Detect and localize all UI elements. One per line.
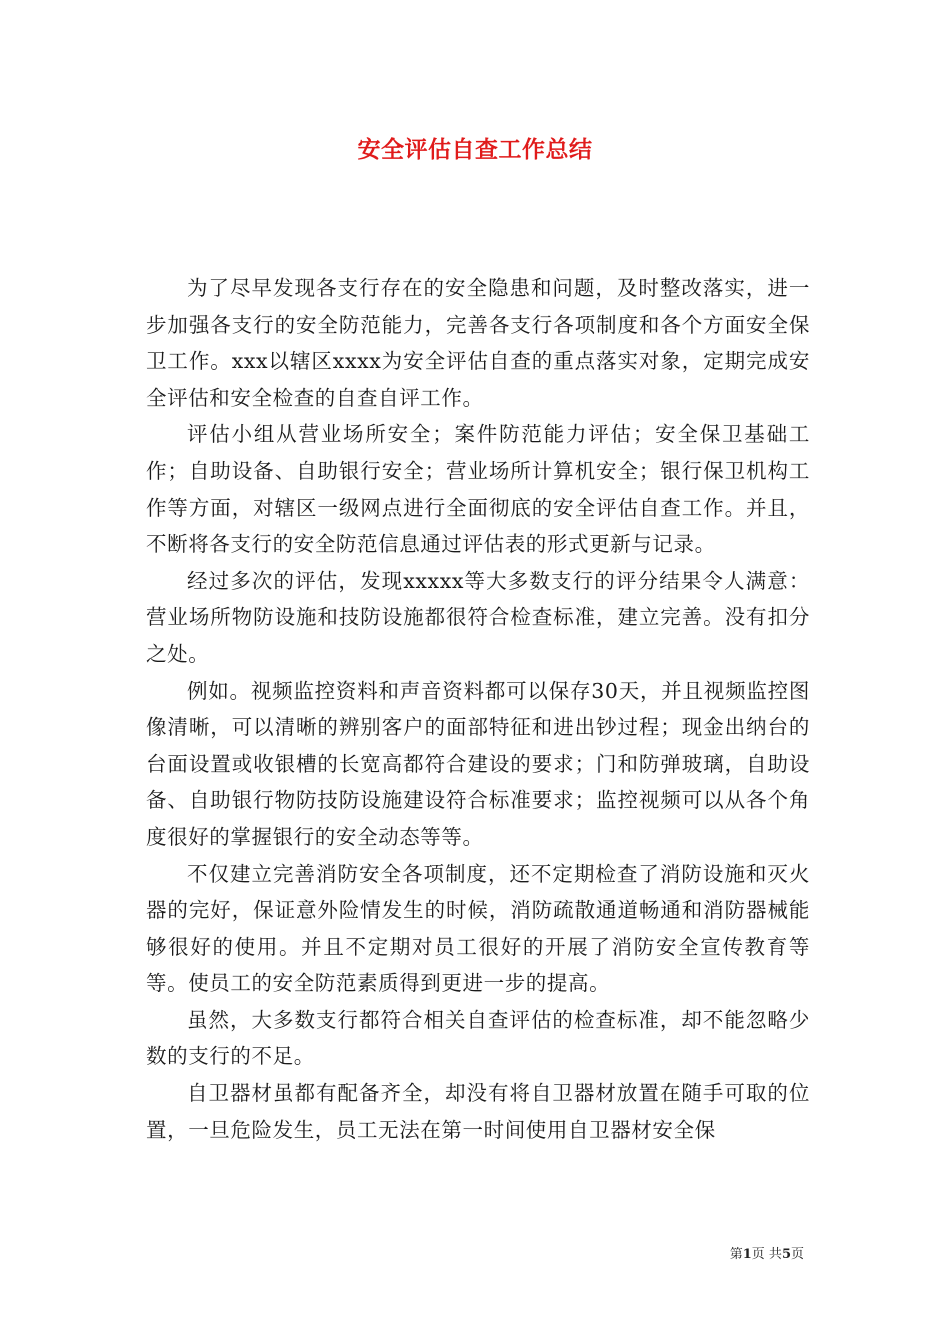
paragraph-7: 自卫器材虽都有配备齐全，却没有将自卫器材放置在随手可取的位置，一旦危险发生，员工无法在第一时间使用自卫器材安全保 bbox=[146, 1081, 810, 1142]
paragraph-6: 虽然，大多数支行都符合相关自查评估的检查标准，却不能忽略少数的支行的不足。 bbox=[146, 1007, 810, 1069]
footer-prefix: 第 bbox=[729, 1247, 743, 1262]
document-body bbox=[146, 270, 810, 1148]
document-title: 安全评估自查工作总结 bbox=[357, 136, 593, 163]
paragraph-3: 经过多次的评估，发现xxxxx等大多数支行的评分结果令人满意：营业场所物防设施和技防设施都很符合检查标准，建立完善。没有扣分之处。 bbox=[146, 568, 810, 666]
footer-total-pages: 5 bbox=[781, 1247, 791, 1262]
page-number-footer bbox=[730, 1246, 804, 1264]
paragraph-5: 不仅建立完善消防安全各项制度，还不定期检查了消防设施和灭火器的完好，保证意外险情发生的时候，消防疏散通道畅通和消防器械能够很好的使用。并且不定期对员工很好的开展了消防安全宣传教育等等。使员工的安全防范素质得到更进一步的提高。 bbox=[146, 861, 810, 996]
footer-middle: 页 共 bbox=[751, 1247, 782, 1262]
footer-current-page: 1 bbox=[742, 1247, 752, 1262]
paragraph-2: 评估小组从营业场所安全；案件防范能力评估；安全保卫基础工作；自助设备、自助银行安全；营业场所计算机安全；银行保卫机构工作等方面，对辖区一级网点进行全面彻底的安全评估自查工作。并且，不断将各支行的安全防范信息通过评估表的形式更新与记录。 bbox=[146, 422, 810, 557]
paragraph-1: 为了尽早发现各支行存在的安全隐患和问题，及时整改落实，进一步加强各支行的安全防范能力，完善各支行各项制度和各个方面安全保卫工作。xxx以辖区xxxx为安全评估自查的重点落实对象，定期完成安全评估和安全检查的自查自评工作。 bbox=[146, 276, 810, 410]
paragraph-4: 例如。视频监控资料和声音资料都可以保存30天，并且视频监控图像清晰，可以清晰的辨别客户的面部特征和进出钞过程；现金出纳台的台面设置或收银槽的长宽高都符合建设的要求；门和防弹玻璃，自助设备、自助银行物防技防设施建设符合标准要求；监控视频可以从各个角度很好的掌握银行的安全动态等等。 bbox=[146, 678, 810, 849]
footer-suffix: 页 bbox=[790, 1247, 804, 1262]
